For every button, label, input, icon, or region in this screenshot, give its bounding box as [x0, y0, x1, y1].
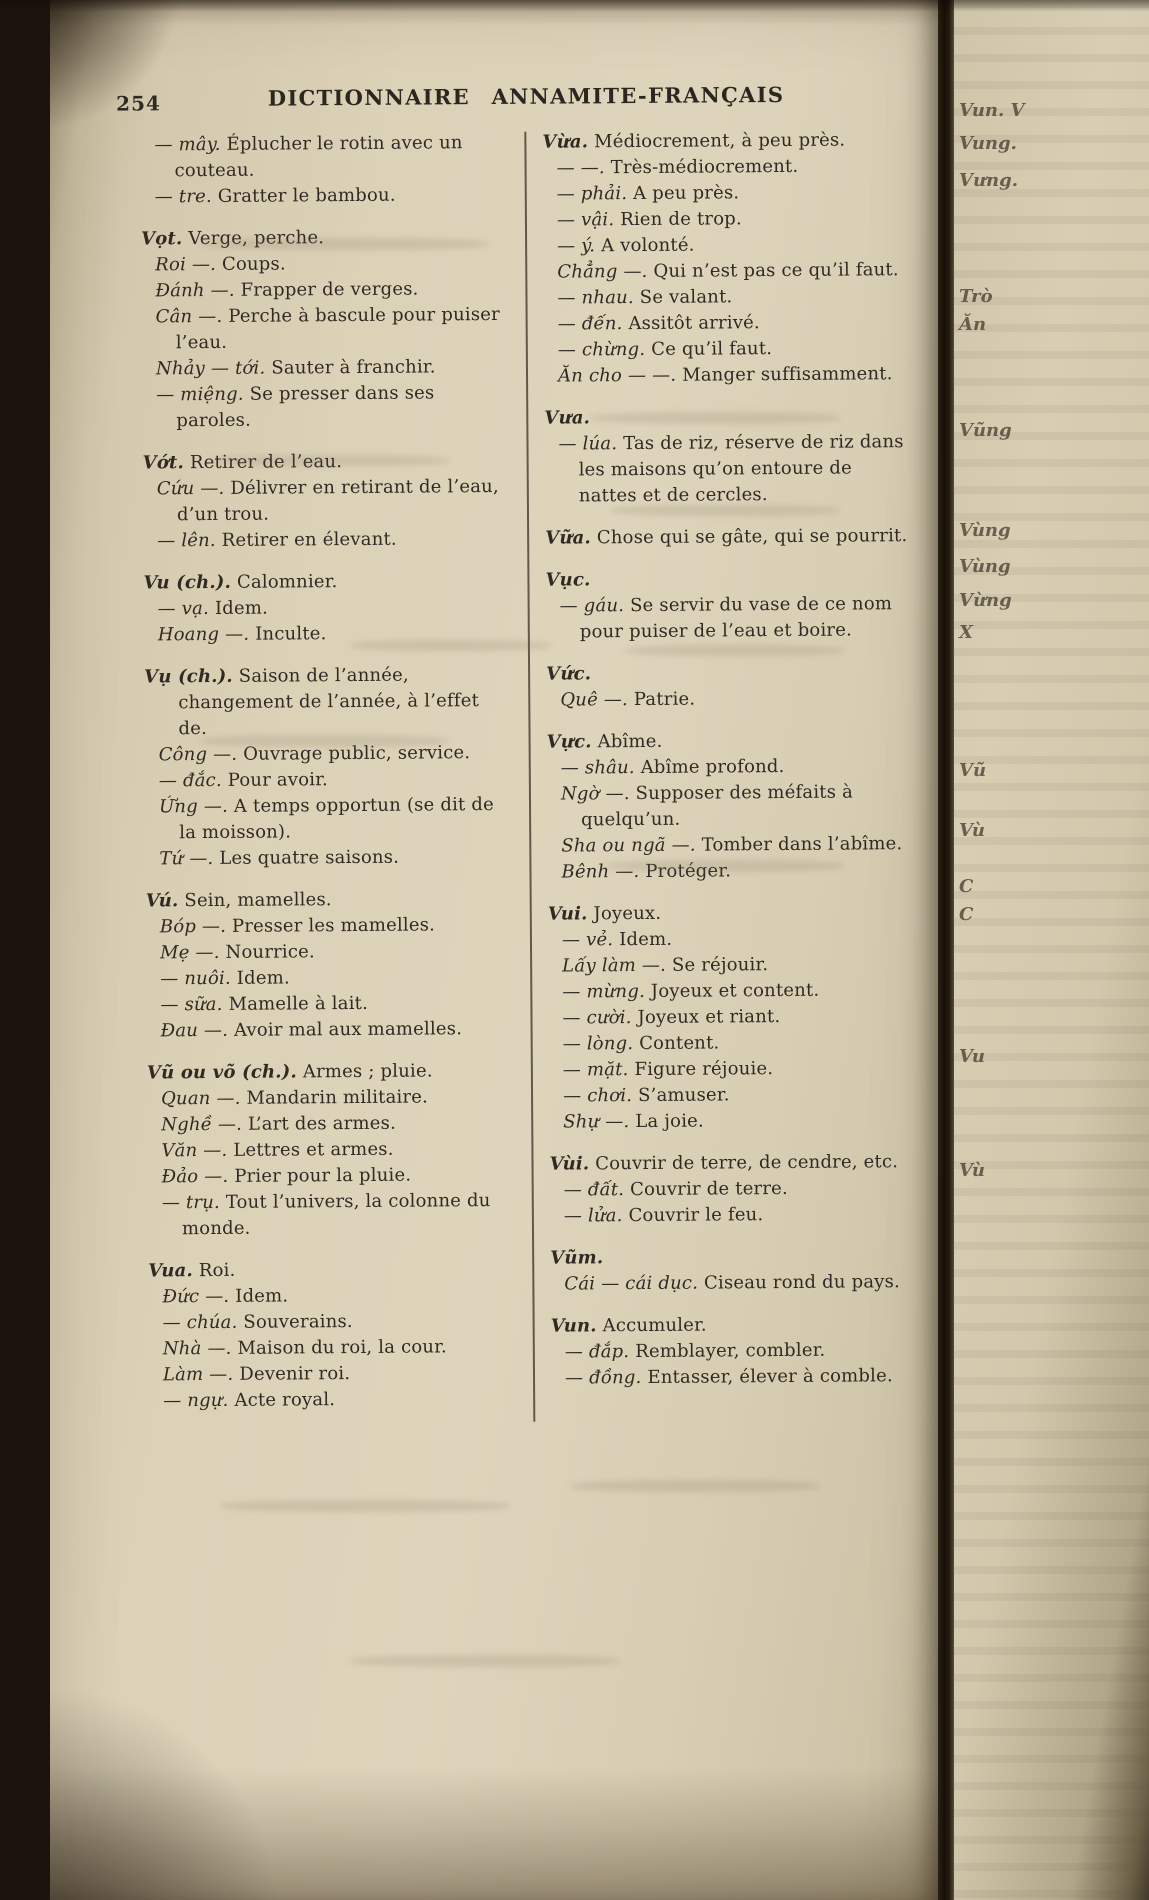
- dictionary-entry: [143, 568, 512, 649]
- french-definition: Saison de l’année, changement de l’année, à l’effet de.: [178, 664, 480, 740]
- next-page-text-fragment: Vu: [959, 1046, 985, 1067]
- entry-headword-line: [546, 727, 914, 756]
- annamite-term: — —.: [556, 157, 605, 179]
- annamite-term: — tre.: [154, 185, 212, 208]
- entry-subline: [149, 1308, 517, 1337]
- french-definition: Délivrer en retirant de l’eau, d’un trou.: [176, 475, 499, 526]
- french-definition: Manger suffisamment.: [676, 363, 893, 386]
- entry-subline: [547, 831, 915, 860]
- next-page-text-fragment: Vù: [959, 1160, 985, 1181]
- entry-subline: [544, 335, 912, 364]
- page-content: [49, 0, 947, 1431]
- annamite-term: Ứng —.: [158, 795, 229, 818]
- annamite-term: Vũm.: [550, 1247, 604, 1269]
- annamite-term: Lấy làm —.: [562, 954, 667, 977]
- french-definition: Patrie.: [627, 688, 696, 711]
- french-definition: Calomnier.: [230, 571, 338, 593]
- entry-subline: [142, 354, 510, 383]
- entry-subline: [546, 685, 914, 714]
- annamite-term: Hoang —.: [157, 623, 250, 646]
- entry-subline: [149, 1386, 517, 1415]
- page-number: 254: [116, 91, 161, 116]
- page-header: [116, 81, 912, 116]
- next-page-text-fragment: C: [959, 904, 974, 925]
- french-definition: Mandarin militaire.: [240, 1086, 429, 1109]
- french-definition: Gratter le bambou.: [211, 184, 396, 207]
- entry-headword-line: [147, 1058, 515, 1087]
- annamite-term: Ăn cho — —.: [557, 364, 677, 387]
- french-definition: A peu près.: [627, 182, 740, 205]
- book-page: [50, 0, 938, 1900]
- annamite-term: — shâu.: [560, 757, 635, 779]
- entry-subline: [550, 1201, 918, 1230]
- entry-subline: [548, 1003, 916, 1032]
- entry-subline: [548, 951, 916, 980]
- annamite-term: — miệng.: [156, 383, 244, 406]
- entry-subline: [148, 1162, 516, 1191]
- annamite-term: Làm —.: [162, 1363, 234, 1386]
- annamite-term: — ngự.: [163, 1389, 229, 1412]
- annamite-term: — đất.: [563, 1179, 625, 1201]
- entry-headword-line: [143, 448, 511, 477]
- annamite-term: — mây.: [154, 133, 221, 156]
- annamite-term: Nhảy — tới.: [155, 357, 266, 380]
- right-column: [542, 127, 919, 1428]
- dictionary-entry: [548, 899, 918, 1136]
- french-definition: A temps opportun (se dit de la moisson).: [179, 794, 495, 844]
- annamite-term: Vục.: [545, 569, 591, 591]
- entry-subline: [549, 1029, 917, 1058]
- entry-headword-line: [144, 662, 513, 743]
- annamite-term: Ngờ —.: [560, 783, 630, 805]
- annamite-term: — phải.: [556, 183, 628, 205]
- french-definition: Remblayer, combler.: [629, 1339, 826, 1363]
- annamite-term: Đảo —.: [161, 1165, 229, 1188]
- annamite-term: Đánh —.: [155, 279, 235, 302]
- entry-headword-line: [545, 523, 913, 552]
- annamite-term: Shự —.: [563, 1111, 630, 1133]
- french-definition: Coups.: [215, 253, 286, 275]
- entry-subline: [146, 990, 514, 1019]
- annamite-term: Cân —.: [155, 305, 223, 328]
- entry-subline: [547, 779, 915, 834]
- entry-subline: [551, 1337, 919, 1366]
- entry-subline: [145, 740, 513, 769]
- french-definition: Idem.: [230, 967, 290, 989]
- entry-subline: [551, 1363, 919, 1392]
- entry-subline: [141, 276, 509, 305]
- annamite-term: Vưa.: [544, 407, 591, 429]
- french-definition: Entasser, élever à comble.: [641, 1365, 893, 1389]
- entry-subline: [543, 231, 911, 260]
- french-definition: Couvrir de terre, de cendre, etc.: [589, 1151, 899, 1175]
- french-definition: Sauter à franchir.: [265, 356, 436, 379]
- annamite-term: — trụ.: [161, 1191, 220, 1214]
- dictionary-entry: [148, 1256, 517, 1415]
- annamite-term: Vua.: [148, 1260, 193, 1282]
- entry-headword-line: [148, 1256, 516, 1285]
- french-definition: Supposer des méfaits à quelqu’un.: [581, 781, 854, 831]
- french-definition: Pour avoir.: [221, 769, 329, 791]
- entry-subline: [549, 1107, 917, 1136]
- entry-subline: [141, 182, 509, 211]
- entry-subline: [549, 1081, 917, 1110]
- entry-subline: [146, 912, 514, 941]
- entry-subline: [548, 977, 916, 1006]
- entry-headword-line: [549, 1149, 917, 1178]
- french-definition: Les quatre saisons.: [213, 846, 400, 869]
- entry-subline: [543, 257, 911, 286]
- annamite-term: Quan —.: [160, 1087, 241, 1110]
- annamite-term: Vụ (ch.).: [144, 665, 233, 688]
- entry-subline: [546, 591, 914, 646]
- dictionary-entry: [551, 1311, 920, 1392]
- french-definition: Se réjouir.: [665, 954, 769, 976]
- annamite-term: — vẻ.: [561, 929, 614, 951]
- french-definition: Roi.: [192, 1259, 236, 1282]
- french-definition: Retirer de l’eau.: [183, 451, 343, 474]
- entry-subline: [143, 526, 511, 555]
- annamite-term: — đến.: [557, 313, 623, 335]
- annamite-term: Vùi.: [549, 1153, 590, 1175]
- entry-subline: [143, 474, 511, 529]
- annamite-term: — chừng.: [557, 338, 646, 361]
- entry-subline: [146, 938, 514, 967]
- french-definition: Maison du roi, la cour.: [231, 1336, 447, 1359]
- annamite-term: — vậi.: [556, 209, 615, 231]
- bleedthrough-smudge: [350, 1655, 620, 1667]
- dictionary-entry: [546, 659, 914, 714]
- annamite-term: — gáu.: [559, 595, 625, 617]
- entry-headword-line: [542, 127, 910, 156]
- dictionary-entry: [545, 523, 913, 552]
- annamite-term: Đức —.: [162, 1285, 230, 1308]
- french-definition: Joyeux.: [587, 902, 662, 925]
- entry-subline: [146, 964, 514, 993]
- annamite-term: Vũ ou võ (ch.).: [146, 1061, 297, 1084]
- french-definition: L’art des armes.: [241, 1112, 397, 1135]
- french-definition: Ouvrage public, service.: [237, 742, 471, 765]
- dictionary-entry: [550, 1243, 918, 1298]
- entry-headword-line: [548, 899, 916, 928]
- annamite-term: Vớt.: [142, 452, 185, 474]
- entry-subline: [145, 792, 513, 847]
- entry-subline: [147, 1110, 515, 1139]
- entry-subline: [149, 1360, 517, 1389]
- annamite-term: — mừng.: [562, 980, 646, 1003]
- french-definition: Assitôt arrivé.: [622, 312, 760, 335]
- entry-subline: [147, 1136, 515, 1165]
- french-definition: Abîme profond.: [634, 755, 785, 779]
- entry-headword-line: [546, 659, 914, 688]
- entry-subline: [542, 153, 910, 182]
- dictionary-entry: [140, 130, 509, 211]
- annamite-term: Vức.: [546, 663, 592, 685]
- annamite-term: — lên.: [157, 529, 216, 552]
- annamite-term: Vữa.: [545, 527, 592, 549]
- page-gutter-shadow: [938, 0, 954, 1900]
- annamite-term: Nghề —.: [161, 1113, 243, 1136]
- french-definition: Idem.: [613, 928, 673, 951]
- french-definition: A volonté.: [595, 234, 695, 257]
- french-definition: Avoir mal aux mamelles.: [228, 1018, 463, 1041]
- next-page-text-fragment: Vun. V: [959, 100, 1025, 121]
- dictionary-entry: [141, 224, 510, 435]
- french-definition: Se presser dans ses paroles.: [176, 382, 435, 432]
- french-definition: Armes ; pluie.: [296, 1060, 433, 1083]
- french-definition: Éplucher le rotin avec un couteau.: [174, 132, 463, 182]
- next-page-text-fragment: Ăn: [959, 314, 987, 335]
- annamite-term: Cứu —.: [156, 477, 225, 500]
- entry-headword-line: [545, 565, 913, 594]
- annamite-term: — đắc.: [158, 769, 222, 792]
- french-definition: Sein, mamelles.: [178, 889, 332, 912]
- annamite-term: Bênh —.: [561, 861, 640, 883]
- french-definition: La joie.: [629, 1110, 704, 1133]
- french-definition: Se servir du vase de ce nom pour puiser de l’eau et boire.: [579, 593, 893, 643]
- french-definition: Joyeux et content.: [644, 979, 820, 1002]
- bleedthrough-smudge: [570, 1480, 820, 1492]
- next-page-text-fragment: Vùng: [959, 556, 1011, 577]
- french-definition: Abîme.: [591, 730, 663, 753]
- annamite-term: Mẹ —.: [159, 941, 220, 964]
- french-definition: Prier pour la pluie.: [228, 1164, 412, 1187]
- dictionary-entry: [545, 565, 914, 646]
- entry-subline: [147, 1084, 515, 1113]
- entry-headword-line: [550, 1243, 918, 1272]
- entry-subline: [544, 309, 912, 338]
- dictionary-entry: [143, 448, 512, 555]
- annamite-term: Vui.: [547, 903, 588, 925]
- entry-subline: [147, 1016, 515, 1045]
- french-definition: Idem.: [229, 1285, 289, 1307]
- next-page-text-fragment: X: [959, 622, 973, 643]
- annamite-term: — vạ.: [157, 598, 210, 620]
- entry-headword-line: [146, 886, 514, 915]
- french-definition: Tomber dans l’abîme.: [695, 833, 903, 856]
- entry-subline: [142, 380, 510, 435]
- next-page-text-fragment: C: [959, 876, 974, 897]
- annamite-term: — mặt.: [562, 1059, 629, 1081]
- french-definition: Très-médiocrement.: [604, 155, 799, 179]
- french-definition: Mamelle à lait.: [222, 992, 369, 1015]
- annamite-term: Văn —.: [161, 1139, 228, 1162]
- entry-headword-line: [143, 568, 511, 597]
- entry-subline: [148, 1188, 516, 1243]
- french-definition: Qui n’est pas ce qu’il faut.: [647, 259, 899, 282]
- next-page-text-fragment: Vừng: [959, 590, 1012, 611]
- next-page-text-fragment: Vung.: [959, 133, 1017, 154]
- entry-subline: [144, 620, 512, 649]
- annamite-term: — sữa.: [160, 993, 223, 1016]
- annamite-term: — cười.: [562, 1007, 632, 1029]
- french-definition: Rien de trop.: [614, 208, 742, 231]
- dictionary-entry: [546, 727, 915, 886]
- entry-subline: [547, 857, 915, 886]
- french-definition: Couvrir de terre.: [624, 1177, 788, 1201]
- annamite-term: Vừa.: [542, 131, 589, 153]
- french-definition: Idem.: [208, 597, 269, 620]
- annamite-term: Nhà —.: [162, 1337, 232, 1360]
- french-definition: Protéger.: [639, 860, 732, 883]
- annamite-term: Vực.: [546, 731, 592, 753]
- annamite-term: Công —.: [158, 743, 238, 766]
- annamite-term: — lòng.: [562, 1033, 634, 1055]
- annamite-term: — ý.: [557, 235, 596, 257]
- annamite-term: Bóp —.: [159, 915, 227, 938]
- entry-headword-line: [141, 224, 509, 253]
- french-definition: Nourrice.: [219, 941, 315, 963]
- annamite-term: Vú.: [145, 890, 179, 912]
- french-definition: Verge, perche.: [182, 227, 325, 250]
- annamite-term: — chúa.: [162, 1311, 238, 1334]
- french-definition: Joyeux et riant.: [631, 1006, 781, 1029]
- dictionary-entry: [549, 1149, 918, 1230]
- bleedthrough-smudge: [220, 1500, 510, 1512]
- french-definition: S’amuser.: [632, 1084, 730, 1107]
- column-divider-rule: [524, 132, 535, 1422]
- entry-subline: [550, 1269, 918, 1298]
- french-definition: Acte royal.: [228, 1389, 336, 1411]
- french-definition: Presser les mamelles.: [226, 914, 436, 937]
- next-page-text-fragment: Vù: [959, 820, 985, 841]
- entry-headword-line: [544, 403, 912, 432]
- dictionary-entry: [146, 886, 515, 1045]
- entry-subline: [547, 753, 915, 782]
- annamite-term: Quê —.: [560, 689, 629, 711]
- french-definition: Retirer en élevant.: [215, 528, 397, 551]
- annamite-term: — lửa.: [563, 1205, 623, 1227]
- annamite-term: Tứ —.: [159, 847, 214, 870]
- entry-subline: [544, 361, 912, 390]
- annamite-term: — nuôi.: [160, 967, 231, 990]
- entry-subline: [149, 1334, 517, 1363]
- next-page-text-fragment: Vũ: [959, 760, 987, 781]
- french-definition: Couvrir le feu.: [622, 1204, 764, 1227]
- french-definition: Content.: [633, 1032, 720, 1055]
- annamite-term: — chơi.: [562, 1085, 633, 1107]
- annamite-term: — đồng.: [564, 1367, 642, 1389]
- dictionary-entry: [147, 1058, 516, 1243]
- dictionary-entry: [542, 127, 912, 390]
- next-page-text-fragment: Vùng: [959, 520, 1011, 541]
- annamite-term: — đắp.: [564, 1341, 630, 1363]
- french-definition: Ciseau rond du pays.: [698, 1271, 901, 1294]
- entry-subline: [148, 1282, 516, 1311]
- entry-subline: [543, 179, 911, 208]
- french-definition: Tout l’univers, la colonne du monde.: [181, 1190, 491, 1240]
- next-page-text-fragment: Vũng: [959, 420, 1012, 441]
- french-definition: Médiocrement, à peu près.: [588, 129, 846, 153]
- french-definition: Perche à bascule pour puiser l’eau.: [175, 303, 500, 354]
- french-definition: Frapper de verges.: [234, 278, 419, 301]
- annamite-term: Cái — cái dục.: [564, 1272, 699, 1295]
- french-definition: Chose qui se gâte, qui se pourrit.: [590, 525, 908, 549]
- annamite-term: — lúa.: [558, 433, 618, 455]
- annamite-term: Vu (ch.).: [143, 571, 232, 594]
- entry-subline: [144, 594, 512, 623]
- left-column: [140, 130, 517, 1431]
- entry-subline: [548, 925, 916, 954]
- next-page-edge: [954, 0, 1149, 1900]
- next-page-text-fragment: Vưng.: [959, 170, 1018, 191]
- french-definition: Ce qu’il faut.: [645, 338, 773, 360]
- french-definition: Souverains.: [237, 1311, 353, 1333]
- dictionary-entry: [144, 662, 513, 873]
- dictionary-columns: [140, 127, 921, 1430]
- entry-headword-line: [551, 1311, 919, 1340]
- annamite-term: Vun.: [550, 1315, 597, 1337]
- entry-subline: [543, 283, 911, 312]
- french-definition: Inculte.: [249, 623, 327, 645]
- annamite-term: — nhau.: [557, 287, 634, 309]
- entry-subline: [142, 302, 510, 357]
- entry-subline: [141, 250, 509, 279]
- entry-subline: [549, 1055, 917, 1084]
- entry-subline: [140, 130, 508, 185]
- entry-subline: [145, 844, 513, 873]
- french-definition: Se valant.: [633, 286, 733, 309]
- next-page-text-fragment: Trò: [959, 286, 993, 307]
- entry-subline: [550, 1175, 918, 1204]
- annamite-term: Đau —.: [160, 1019, 229, 1042]
- french-definition: Tas de riz, réserve de riz dans les maisons qu’on entoure de nattes et de cercles.: [578, 431, 904, 507]
- dictionary-entry: [544, 403, 913, 510]
- annamite-term: Roi —.: [155, 253, 217, 276]
- entry-subline: [543, 205, 911, 234]
- entry-subline: [544, 429, 913, 510]
- french-definition: Figure réjouie.: [628, 1058, 774, 1081]
- french-definition: Devenir roi.: [233, 1363, 351, 1385]
- annamite-term: Chẳng —.: [557, 260, 648, 283]
- entry-subline: [145, 766, 513, 795]
- page-title: DICTIONNAIRE ANNAMITE-FRANÇAIS: [267, 81, 785, 111]
- annamite-term: Sha ou ngã —.: [561, 834, 696, 857]
- french-definition: Accumuler.: [596, 1314, 707, 1337]
- french-definition: Lettres et armes.: [227, 1138, 394, 1161]
- annamite-term: Vọt.: [140, 228, 183, 250]
